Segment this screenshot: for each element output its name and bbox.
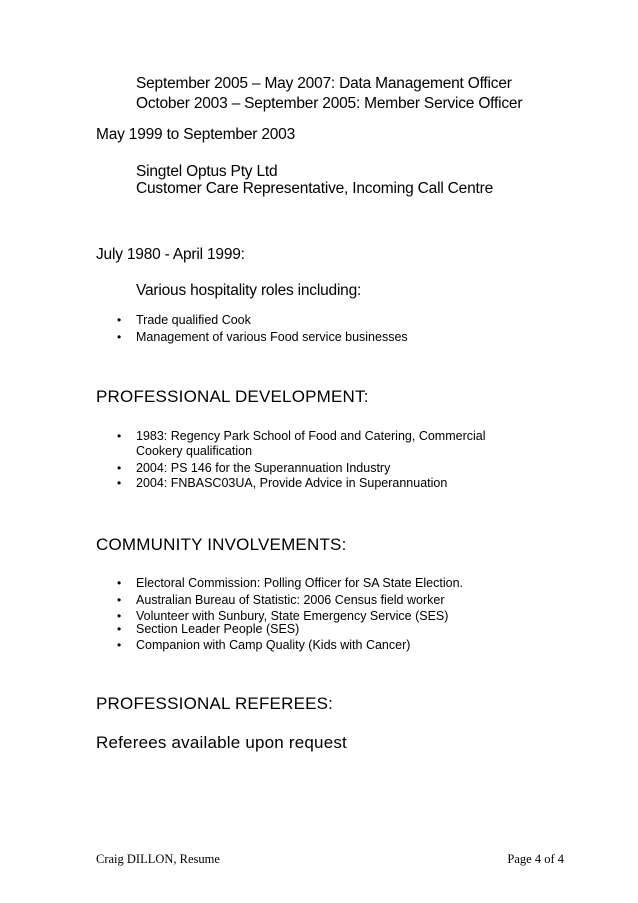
bullet-icon: • [117,576,122,590]
list-item-continuation: Cookery qualification [136,444,253,458]
list-item: • Australian Bureau of Statistic: 2006 Census field worker [117,593,445,607]
list-item: • 1983: Regency Park School of Food and Catering, Commercial [117,429,486,443]
bullet-icon: • [117,622,122,636]
hospitality-intro: Various hospitality roles including: [136,282,362,299]
bullet-icon: • [117,593,122,607]
bullet-icon: • [117,461,122,475]
list-item: • Electoral Commission: Polling Officer for SA State Election. [117,576,463,590]
footer-page-number: Page 4 of 4 [507,852,564,866]
bullet-icon: • [117,638,122,652]
bullet-icon: • [117,429,122,443]
role-data-management-officer: September 2005 – May 2007: Data Management Officer [136,75,512,92]
list-item: • Volunteer with Sunbury, State Emergency Service (SES) [117,609,449,623]
role-customer-care: Customer Care Representative, Incoming Call Centre [136,180,493,197]
list-item: • 2004: FNBASC03UA, Provide Advice in Superannuation [117,476,448,490]
period-hospitality: July 1980 - April 1999: [96,246,245,263]
bullet-icon: • [117,330,122,344]
list-item: • Trade qualified Cook [117,313,251,327]
bullet-icon: • [117,313,122,327]
footer-name: Craig DILLON, Resume [96,852,220,866]
bullet-icon: • [117,609,122,623]
list-item: • 2004: PS 146 for the Superannuation Industry [117,461,391,475]
section-heading-referees: PROFESSIONAL REFEREES: [96,694,334,713]
list-item: • Companion with Camp Quality (Kids with Cancer) [117,638,411,652]
list-item: • Management of various Food service businesses [117,330,408,344]
bullet-icon: • [117,476,122,490]
section-heading-professional-development: PROFESSIONAL DEVELOPMENT: [96,387,369,406]
period-optus: May 1999 to September 2003 [96,126,296,143]
referees-text: Referees available upon request [96,733,347,752]
list-item: • Section Leader People (SES) [117,622,300,636]
section-heading-community: COMMUNITY INVOLVEMENTS: [96,535,347,554]
employer-optus: Singtel Optus Pty Ltd [136,163,278,180]
role-member-service-officer: October 2003 – September 2005: Member Service Officer [136,95,523,112]
